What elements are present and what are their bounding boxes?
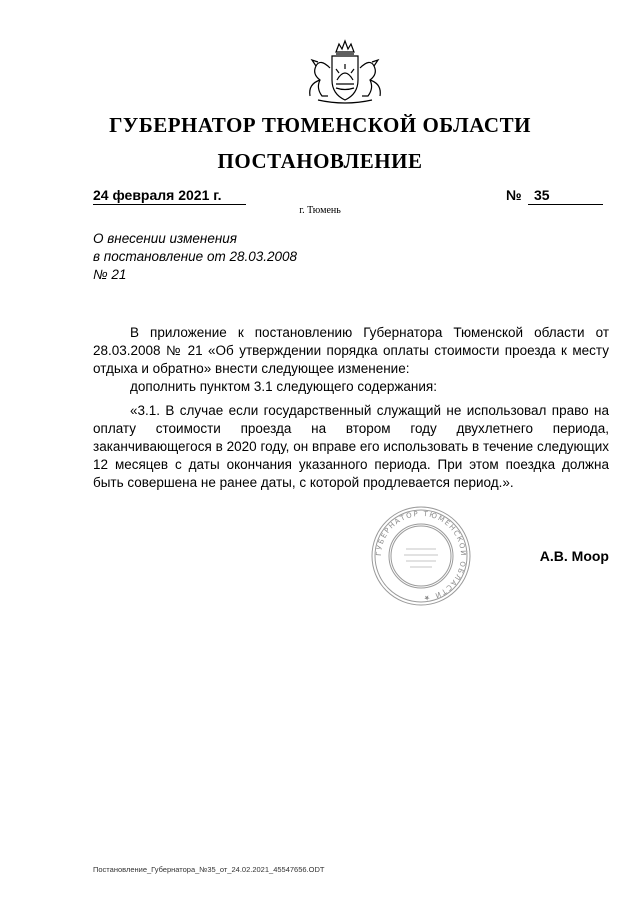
coat-of-arms-emblem: [298, 38, 392, 108]
issuing-authority-title: ГУБЕРНАТОР ТЮМЕНСКОЙ ОБЛАСТИ: [109, 113, 531, 137]
body-paragraph: «3.1. В случае если государственный служащий не использовал право на оплату стоимости проезда на втором году двухлетнего периода, заканчивающегося в 2020 году, он вправе его использовать в течение следующих 12 месяцев с даты окончания указанного периода. При этом поездка должна быть совершена не ранее даты, с которой продлевается период.».: [93, 403, 609, 490]
document-type-title: ПОСТАНОВЛЕНИЕ: [217, 149, 423, 173]
file-footer: Постановление_Губернатора_№35_от_24.02.2021_45547656.ODT: [93, 865, 325, 874]
body-paragraph: дополнить пунктом 3.1 следующего содержания:: [130, 379, 437, 394]
signatory-name: А.В. Моор: [539, 548, 609, 564]
number-sign: №: [506, 187, 522, 203]
body-paragraph: В приложение к постановлению Губернатора Тюменской области от 28.03.2008 № 21 «Об утверждении порядка оплаты стоимости проезда к месту отдыха и обратно» внести следующее изменение:: [93, 325, 609, 376]
document-number-value: 35: [534, 187, 550, 203]
subject-line: в постановление от 28.03.2008: [93, 249, 298, 264]
document-city: г. Тюмень: [299, 205, 341, 216]
subject-line: О внесении изменения: [93, 231, 238, 246]
document-subject: [93, 230, 373, 284]
subject-line: № 21: [93, 267, 127, 282]
document-date: 24 февраля 2021 г.: [93, 186, 246, 205]
official-seal: [370, 505, 472, 607]
seal-text: ГУБЕРНАТОР ТЮМЕНСКОЙ ОБЛАСТИ ★: [374, 509, 468, 603]
document-number: [528, 186, 603, 205]
